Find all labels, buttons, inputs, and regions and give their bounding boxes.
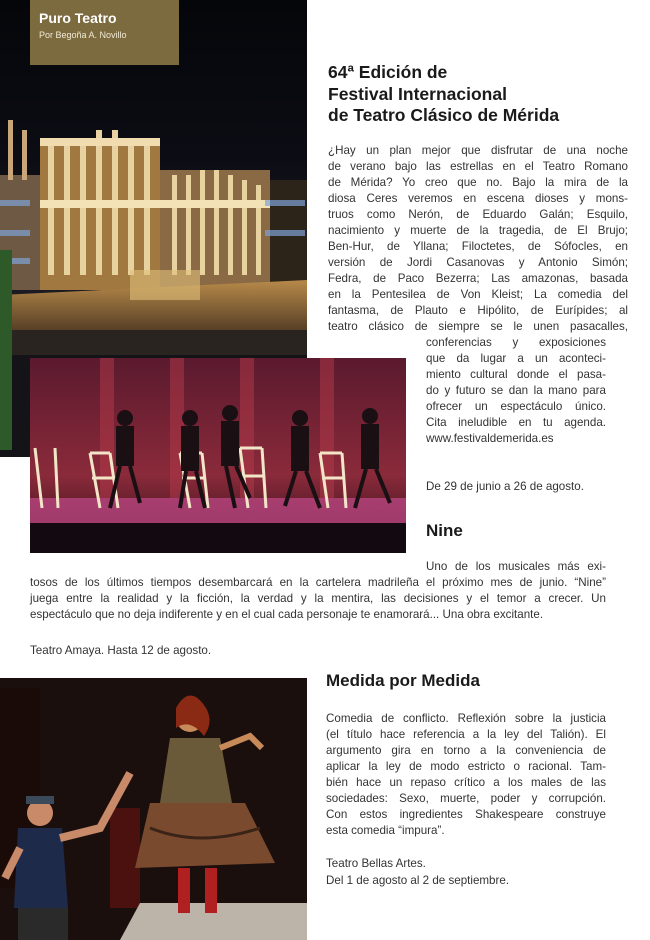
medida-body-line: bién hace un repaso crítico a los males de las	[326, 776, 606, 789]
nine-musical-photo	[30, 358, 406, 553]
merida-body-line: ofrecer un espectáculo único.	[426, 400, 606, 413]
medida-dates: Del 1 de agosto al 2 de septiembre.	[326, 874, 510, 887]
merida-body-line: miento cultural donde el pasa-	[426, 368, 606, 381]
medida-body-line: argumento gira en torno a la conveniencia de	[326, 744, 606, 757]
merida-body-line: ¿Hay un plan mejor que disfrutar de una noche	[328, 144, 628, 157]
section-badge	[30, 0, 179, 65]
medida-body-line: aplicar la ley de modo estricto o racional. Tam-	[326, 760, 606, 773]
merida-body-line: versión de Jordi Casanovas y Antonio Simón;	[328, 256, 628, 269]
section-title: Puro Teatro	[39, 10, 117, 26]
medida-heading: Medida por Medida	[326, 671, 480, 690]
merida-body-line: diosa Ceres veremos en escena dioses y mons-	[328, 192, 628, 205]
merida-body-line: teatro clásico de siempre se le unen pasacalles,	[328, 320, 628, 333]
nine-body-line: espectáculo que no deja indiferente y en el cual cada personaje te enamorará... Una obra excitante.	[30, 608, 544, 621]
medida-play-photo	[0, 678, 307, 940]
merida-body-line: de verano bajo las estrellas en el Teatro Romano	[328, 160, 628, 173]
nine-venue: Teatro Amaya. Hasta 12 de agosto.	[30, 644, 212, 657]
festival-website-link[interactable]: www.festivaldemerida.es	[426, 432, 554, 445]
medida-body-line: sociedades: Sexo, muerte, poder y corrupción.	[326, 792, 606, 805]
merida-body-line: truos como Nerón, de Eduardo Galán; Esquilo,	[328, 208, 628, 221]
nine-body-line: tosos de los últimos tiempos desembarcará en la cartelera madrileña el próximo mes de junio. “Nine”	[30, 576, 606, 589]
merida-body-line: que da lugar a un aconteci-	[426, 352, 606, 365]
merida-body-line: do y futuro se dan la mano para	[426, 384, 606, 397]
medida-body-line: Comedia de conflicto. Reflexión sobre la justicia	[326, 712, 606, 725]
medida-body-line: esta comedia “impura”.	[326, 824, 445, 837]
merida-body-line: nacimiento y muerte de la tragedia, de El Brujo;	[328, 224, 628, 237]
merida-body-line: de Mérida? Yo creo que no. Bajo la mira de la	[328, 176, 628, 189]
merida-heading-line: 64ª Edición de	[328, 62, 448, 82]
merida-body-line: conferencias y exposiciones	[426, 336, 606, 349]
medida-body-line: (el título hace referencia a la ley del Talión). El	[326, 728, 606, 741]
author-byline: Por Begoña A. Novillo	[39, 30, 127, 40]
nine-body-line: juega entre la realidad y la ficción, la verdad y la mentira, las decisiones y el temor a crecer. Un	[30, 592, 606, 605]
merida-heading	[328, 62, 628, 127]
merida-body-line: Fedra, de Paco Bezerra; Las amazonas, basada	[328, 272, 628, 285]
medida-venue: Teatro Bellas Artes.	[326, 857, 426, 870]
merida-body-line: fantasma, de Plauto e Hipólito, de Eurípides; al	[328, 304, 628, 317]
medida-body-line: Con estos ingredientes Shakespeare construye	[326, 808, 606, 821]
merida-body-line: Cita ineludible en tu agenda.	[426, 416, 606, 429]
merida-heading-line: Festival Internacional	[328, 83, 507, 104]
merida-body-line: en la Pentesilea de Von Kleist; La comedia del	[328, 288, 628, 301]
merida-heading-line: de Teatro Clásico de Mérida	[328, 105, 560, 125]
nine-body-line: Uno de los musicales más exi-	[426, 560, 606, 573]
merida-body-line: Ben-Hur, de Yllana; Filoctetes, de Sófocles, en	[328, 240, 628, 253]
nine-heading: Nine	[426, 521, 463, 540]
merida-dates: De 29 de junio a 26 de agosto.	[426, 480, 584, 493]
